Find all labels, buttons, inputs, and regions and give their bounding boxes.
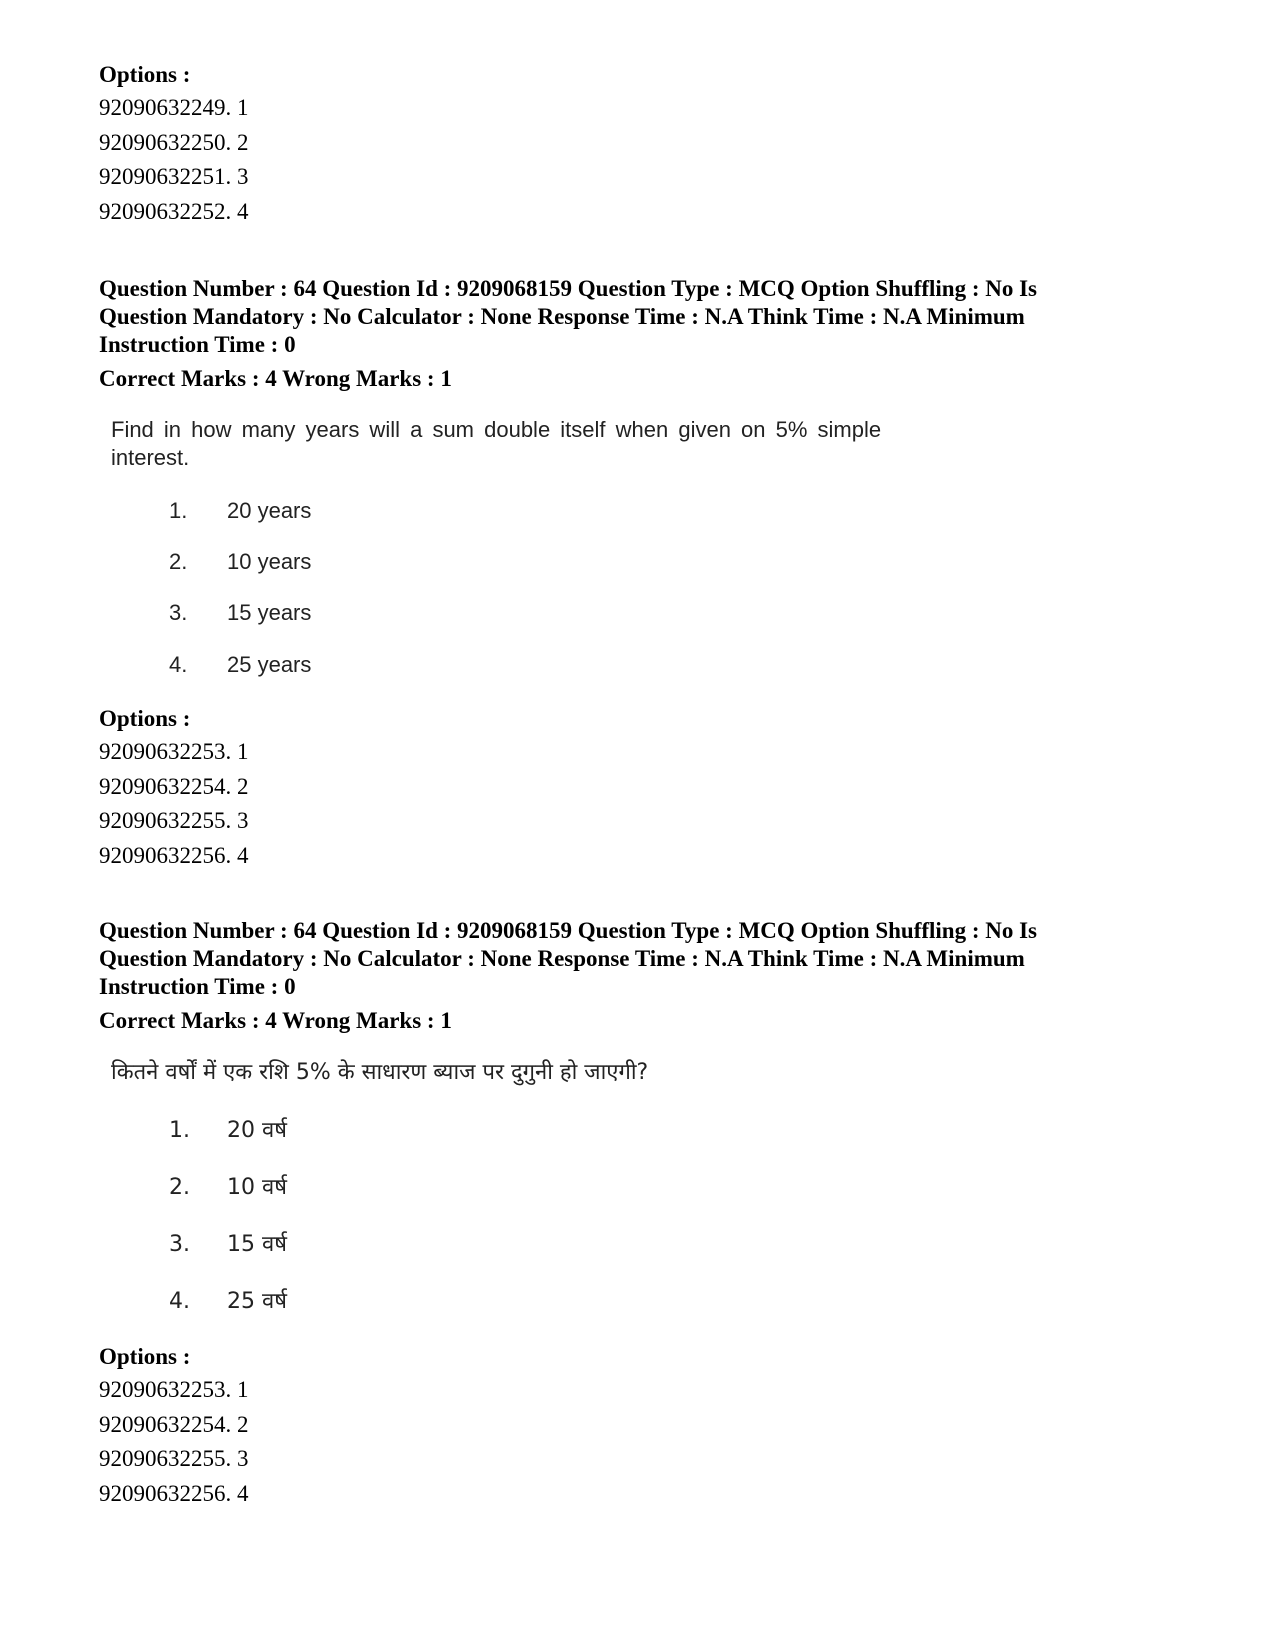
question-text-hindi: कितने वर्षों में एक रशि 5% के साधारण ब्याज पर दुगुनी हो जाएगी? bbox=[111, 1060, 649, 1085]
question-meta-line: Question Number : 64 Question Id : 9209068159 Question Type : MCQ Option Shuffling : No Is bbox=[99, 918, 1038, 943]
option-line: 92090632253. 1 bbox=[99, 1377, 249, 1402]
choice-number: 2. bbox=[169, 549, 188, 574]
option-line: 92090632254. 2 bbox=[99, 773, 249, 799]
question-marks: Correct Marks : 4 Wrong Marks : 1 bbox=[99, 366, 452, 391]
answer-choice bbox=[169, 1285, 287, 1315]
option-line: 92090632253. 1 bbox=[99, 739, 249, 764]
choice-number: 1. bbox=[169, 498, 188, 523]
option-line: 92090632255. 3 bbox=[99, 808, 249, 833]
question-meta-line: Question Mandatory : No Calculator : None Response Time : N.A Think Time : N.A Minimum bbox=[99, 946, 1025, 971]
options-block-english bbox=[99, 702, 1179, 873]
question-meta-line: Instruction Time : 0 bbox=[99, 974, 296, 999]
option-line: 92090632250. 2 bbox=[99, 129, 249, 155]
option-line: 92090632252. 4 bbox=[99, 198, 249, 224]
question-text-line: interest. bbox=[111, 445, 190, 470]
choice-text: 25 years bbox=[227, 652, 312, 677]
option-line: 92090632254. 2 bbox=[99, 1411, 249, 1437]
options-heading: Options : bbox=[99, 1344, 191, 1369]
choice-number: 1. bbox=[169, 1118, 190, 1143]
answer-choice bbox=[169, 498, 311, 524]
choice-number: 2. bbox=[169, 1175, 190, 1200]
choice-text: 10 वर्ष bbox=[227, 1175, 287, 1200]
choice-text: 10 years bbox=[227, 549, 312, 574]
question-meta-line: Question Mandatory : No Calculator : None Response Time : N.A Think Time : N.A Minimum bbox=[99, 304, 1025, 329]
choice-text: 20 वर्ष bbox=[227, 1118, 287, 1143]
choice-text: 20 years bbox=[227, 498, 312, 523]
option-line: 92090632256. 4 bbox=[99, 842, 249, 868]
option-line: 92090632249. 1 bbox=[99, 95, 249, 120]
options-block-previous bbox=[99, 58, 1179, 229]
answer-choice bbox=[169, 549, 311, 575]
options-block-hindi bbox=[99, 1340, 1179, 1511]
answer-choice bbox=[169, 600, 311, 626]
answer-choice bbox=[169, 1114, 287, 1144]
answer-choice bbox=[169, 652, 311, 678]
question-marks: Correct Marks : 4 Wrong Marks : 1 bbox=[99, 1008, 452, 1033]
options-heading: Options : bbox=[99, 62, 191, 87]
option-line: 92090632251. 3 bbox=[99, 164, 249, 189]
choice-text: 25 वर्ष bbox=[227, 1289, 287, 1314]
option-line: 92090632256. 4 bbox=[99, 1480, 249, 1506]
answer-choice bbox=[169, 1228, 287, 1258]
choice-number: 4. bbox=[169, 1289, 190, 1314]
option-line: 92090632255. 3 bbox=[99, 1446, 249, 1471]
question-text-line: Find in how many years will a sum double itself when given on 5% simple bbox=[111, 417, 882, 442]
choice-text: 15 वर्ष bbox=[227, 1232, 287, 1257]
choice-text: 15 years bbox=[227, 600, 312, 625]
question-header-hindi bbox=[99, 917, 1179, 1035]
question-meta-line: Question Number : 64 Question Id : 9209068159 Question Type : MCQ Option Shuffling : No Is bbox=[99, 276, 1038, 301]
choice-number: 4. bbox=[169, 652, 188, 677]
question-header-english bbox=[99, 275, 1179, 393]
question-content-english bbox=[111, 416, 1061, 686]
choice-number: 3. bbox=[169, 600, 188, 625]
choice-number: 3. bbox=[169, 1232, 190, 1257]
question-meta-line: Instruction Time : 0 bbox=[99, 332, 296, 357]
answer-choice bbox=[169, 1171, 287, 1201]
question-content-hindi bbox=[111, 1058, 1061, 1328]
options-heading: Options : bbox=[99, 706, 191, 731]
